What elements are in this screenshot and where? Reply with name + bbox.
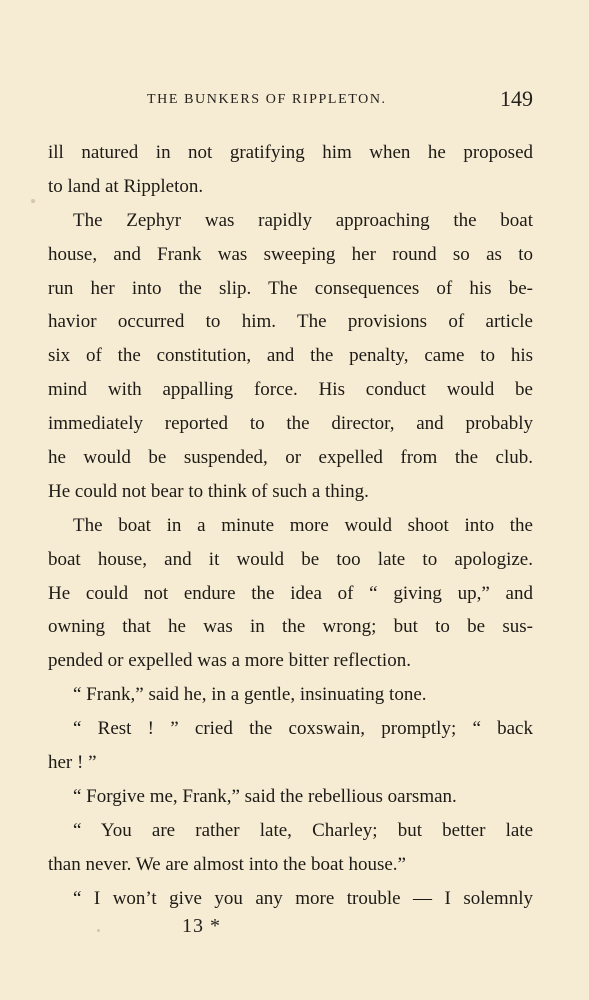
text-line: “ I won’t give you any more trouble — I solemnly	[73, 887, 533, 909]
text-line: “ Forgive me, Frank,” said the rebellious oarsman.	[73, 785, 457, 807]
running-head: THE BUNKERS OF RIPPLETON.	[147, 92, 387, 107]
text-line: he would be suspended, or expelled from the club.	[48, 447, 533, 469]
text-line: her ! ”	[48, 752, 97, 774]
text-line: immediately reported to the director, and probably	[48, 413, 533, 435]
text-line: than never. We are almost into the boat house.”	[48, 853, 406, 875]
signature-mark: 13 *	[182, 915, 221, 937]
text-line: to land at Rippleton.	[48, 175, 204, 197]
text-line: He could not endure the idea of “ giving up,” and	[48, 582, 533, 604]
page-header	[48, 86, 533, 114]
text-line: The boat in a minute more would shoot into the	[73, 514, 533, 536]
text-line: “ You are rather late, Charley; but better late	[73, 819, 533, 841]
text-line: mind with appalling force. His conduct would be	[48, 379, 533, 401]
page-number: 149	[500, 86, 533, 111]
text-line: pended or expelled was a more bitter reflection.	[48, 650, 411, 672]
text-line: six of the constitution, and the penalty, came to his	[48, 345, 533, 367]
text-line: “ Rest ! ” cried the coxswain, promptly; “ back	[73, 718, 533, 740]
text-line: havior occurred to him. The provisions of article	[48, 311, 533, 333]
text-line: “ Frank,” said he, in a gentle, insinuating tone.	[73, 684, 427, 706]
text-line: The Zephyr was rapidly approaching the boat	[73, 209, 533, 231]
text-line: boat house, and it would be too late to apologize.	[48, 548, 533, 570]
paper-speck	[31, 199, 35, 203]
text-line: run her into the slip. The consequences of his be-	[48, 277, 533, 299]
paper-speck	[97, 929, 100, 932]
text-line: owning that he was in the wrong; but to be sus-	[48, 616, 533, 638]
text-line: He could not bear to think of such a thing.	[48, 480, 369, 502]
body-text	[48, 136, 533, 915]
text-line: ill natured in not gratifying him when he proposed	[48, 142, 533, 163]
text-line: house, and Frank was sweeping her round so as to	[48, 243, 533, 265]
